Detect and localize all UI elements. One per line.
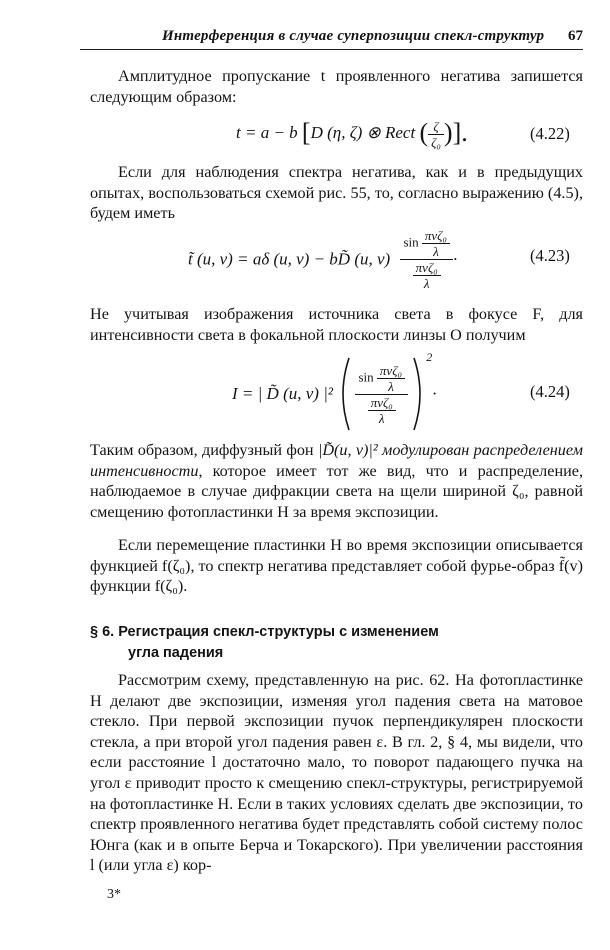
equation-4-23 (188, 228, 457, 291)
eq-4-24-inner-den: λ (388, 378, 394, 394)
equation-4-24 (232, 350, 437, 432)
eq-4-24-paren-right (412, 356, 426, 432)
paragraph-spectrum-observation: Если для наблюдения спектра негатива, как и в предыдущих опытах, воспользоваться схемой рис. 55, то, согласно выражению (4.5), будем иметь (90, 163, 583, 223)
eq-4-23-tail: · (452, 249, 458, 269)
paragraph-intensity: Не учитывая изображения источника света в фокусе F, для интенсивности света в фокальной плоскости линзы O получим (90, 305, 583, 344)
equation-number-4-24: (4.24) (530, 382, 570, 401)
eq-4-22-fraction (428, 119, 444, 150)
eq-4-24-inner-num: πvζ₀ (377, 363, 405, 379)
equation-number-4-23: (4.23) (530, 246, 570, 265)
eq-4-23-denominator (400, 260, 453, 291)
paragraph-amplitude-transmission: Амплитудное пропускание t проявленного негатива запишется следующим образом: (90, 67, 583, 106)
p4-end: , которое имеет тот же вид, что и распределение, наблюдаемое в случае дифракции света на щели шириной ζ₀, равной смещению фотопластинки H за время экспозиции. (90, 461, 583, 521)
eq-4-24-denominator (355, 395, 408, 426)
running-title: Интерференция в случае суперпозиции спекл-структур (162, 28, 545, 44)
eq-4-24-den-num: πvζ₀ (368, 395, 396, 411)
eq-4-23-sin: sin (403, 234, 419, 250)
signature-mark: 3* (107, 887, 121, 902)
p4-middle: модулирован распределением интенсивности (90, 441, 583, 480)
running-header (80, 27, 583, 50)
eq-4-22-lhs: t = a − b (236, 123, 298, 142)
eq-4-24-sin: sin (358, 368, 374, 384)
section-heading (90, 622, 583, 664)
eq-4-23-big-fraction (400, 228, 453, 291)
section-heading-line1: § 6. Регистрация спекл-структуры с изменением (90, 624, 439, 640)
paragraph-double-exposure: Рассмотрим схему, представленную на рис. 62. На фотопластинке H делают две экспозиции, изменяя угол падения света на матовое стекло. При первой экспозиции пучок перпендикулярен плоскости стекла, а при второй угол падения равен ε. В гл. 2, § 4, мы видели, что если расстояние l достаточно мало, то поворот падающего пучка на угол ε приводит просто к смещению спекл-структуры, регистрируемой на фотопластинке H. Если в таких условиях сделать две экспозиции, то спектр проявленного негатива будет представлять собой систему полос Юнга (как и в опыте Берча и Токарского). При увеличении расстояния l (или угла ε) кор- (90, 671, 583, 875)
eq-4-24-tail: · (432, 384, 437, 403)
eq-4-23-inner-fraction (422, 228, 450, 259)
eq-4-23-numerator (400, 228, 453, 260)
eq-4-24-numerator (355, 363, 408, 395)
eq-4-24-inner-fraction (377, 363, 405, 394)
p4-start: Таким образом, диффузный фон (90, 441, 314, 459)
eq-4-24-den-den: λ (378, 410, 385, 426)
paragraph-diffuse-background (90, 440, 583, 522)
eq-4-24-denominator-fraction (368, 395, 396, 426)
page-number: 67 (568, 28, 583, 44)
eq-4-22-frac-num: ζ (428, 119, 444, 135)
eq-4-23-inner-den: λ (433, 244, 439, 259)
eq-4-24-big-fraction (355, 363, 408, 426)
equation-number-4-22: (4.22) (530, 124, 570, 143)
eq-4-23-denominator-fraction (413, 260, 441, 291)
eq-4-24-exponent: 2 (426, 350, 433, 365)
eq-4-22-paren-close: ) (443, 118, 453, 147)
paragraph-plate-motion: Если перемещение пластинки H во время экспозиции описывается функцией f(ζ₀), то спектр негатива представляет собой фурье-образ f̃(v) функции f(ζ₀). (90, 536, 584, 596)
eq-4-24-lhs: I = | D̃ (u, v) |² (232, 384, 333, 403)
eq-4-22-frac-den: ζ₀ (431, 134, 441, 150)
p4-abs: |D̃(u, v)|² (317, 441, 378, 459)
eq-4-23-inner-num: πvζ₀ (422, 228, 450, 244)
section-heading-line2: угла падения (128, 645, 224, 661)
eq-4-23-den-num: πvζ₀ (413, 260, 441, 276)
eq-4-22-paren-open: ( (419, 118, 429, 147)
eq-4-22-bracket-open: [ (301, 118, 311, 147)
eq-4-22-bracket-close: ]. (452, 118, 468, 147)
eq-4-22-inner: D (η, ζ) ⊗ Rect (310, 123, 416, 142)
eq-4-24-paren-left (337, 356, 351, 432)
equation-4-22 (236, 118, 468, 150)
eq-4-23-den-den: λ (423, 276, 430, 291)
eq-4-23-lhs: t̃ (u, v) = aδ (u, v) − bD̃ (u, v) (188, 249, 391, 269)
